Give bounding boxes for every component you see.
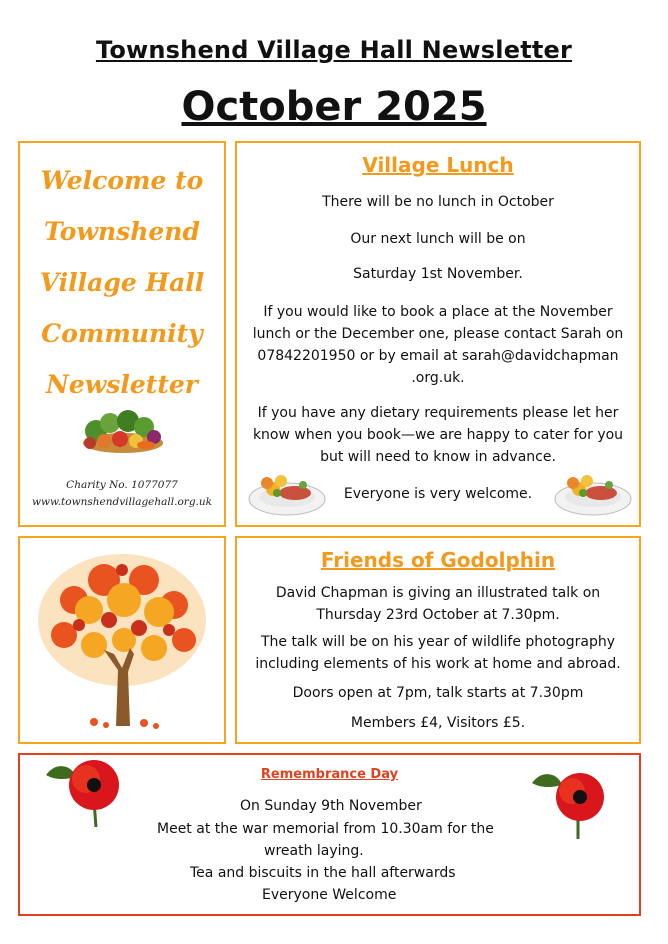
lunch-welcome-text: Everyone is very welcome. (343, 486, 533, 502)
lunch-line: but will need to know in advance. (320, 449, 556, 465)
godolphin-line: Thursday 23rd October at 7.30pm. (316, 607, 560, 623)
newsletter-date: October 2025 (181, 84, 487, 130)
godolphin-line: David Chapman is giving an illustrated talk on (275, 585, 601, 601)
welcome-panel (18, 141, 226, 527)
poppy-image (528, 767, 612, 839)
welcome-heading (20, 155, 224, 410)
godolphin-talk-text (237, 582, 639, 626)
welcome-line: Village Hall (39, 268, 205, 297)
remembrance-text: Meet at the war memorial from 10.30am for the (157, 821, 494, 837)
godolphin-title: Friends of Godolphin (320, 548, 556, 572)
village-lunch-title: Village Lunch (362, 153, 514, 177)
charity-number: Charity No. 1077077 (66, 479, 178, 491)
welcome-line: Townshend (44, 217, 200, 246)
welcome-line: Welcome to (40, 166, 204, 195)
lunch-line: 07842201950 or by email at sarah@davidchapman (257, 348, 619, 364)
lunch-line: If you have any dietary requirements please let her (257, 405, 619, 421)
village-lunch-panel (235, 141, 641, 527)
remembrance-day-panel (18, 753, 641, 916)
welcome-line: Community (41, 319, 203, 348)
lunch-line: .org.uk. (411, 370, 465, 386)
food-plate-image (247, 459, 327, 519)
remembrance-title: Remembrance Day (260, 767, 399, 782)
remembrance-text: wreath laying. (264, 843, 364, 859)
welcome-line: Newsletter (46, 370, 198, 399)
autumn-tree-panel (18, 536, 226, 744)
lunch-text: Our next lunch will be on (350, 231, 526, 247)
newsletter-title: Townshend Village Hall Newsletter (95, 36, 573, 64)
autumn-tree-image (34, 550, 210, 730)
godolphin-line: The talk will be on his year of wildlife photography (260, 634, 616, 650)
lunch-text: Saturday 1st November. (353, 266, 523, 282)
godolphin-doors-text: Doors open at 7pm, talk starts at 7.30pm (292, 685, 584, 701)
godolphin-line: including elements of his work at home and abroad. (255, 656, 621, 672)
lunch-booking-text (237, 301, 639, 389)
godolphin-price-text: Members £4, Visitors £5. (350, 715, 526, 731)
vegetables-image (80, 407, 166, 455)
remembrance-text: On Sunday 9th November (240, 798, 422, 814)
lunch-line: lunch or the December one, please contact Sarah on (252, 326, 624, 342)
friends-of-godolphin-panel (235, 536, 641, 744)
charity-info (20, 477, 224, 511)
lunch-line: know when you book—we are happy to cater for you (252, 427, 624, 443)
remembrance-text: Everyone Welcome (262, 887, 397, 903)
lunch-line: If you would like to book a place at the November (263, 304, 613, 320)
food-plate-image (553, 459, 633, 519)
website-link[interactable]: www.townshendvillagehall.org.uk (32, 496, 212, 508)
lunch-text: There will be no lunch in October (322, 194, 554, 210)
godolphin-topic-text (237, 631, 639, 675)
remembrance-text: Tea and biscuits in the hall afterwards (190, 865, 456, 881)
